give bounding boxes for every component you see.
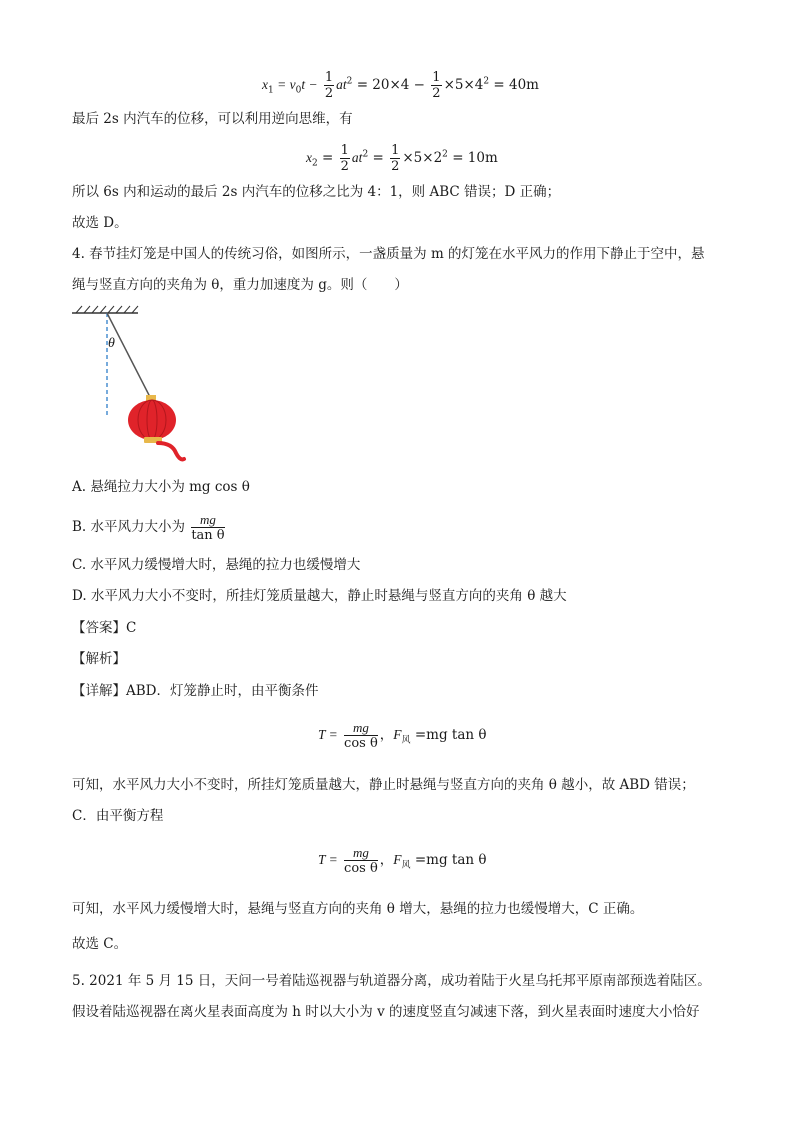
detail-text: ABD．灯笼静止时，由平衡条件 <box>126 683 319 699</box>
eq-part: = <box>317 150 334 166</box>
frac-num: mg <box>344 720 378 736</box>
formula-lhs: T = <box>318 727 338 742</box>
eq-part: = v <box>273 77 296 92</box>
eq-part: t − <box>301 77 318 92</box>
option-d: D. 水平风力大小不变时，所挂灯笼质量越大，静止时悬绳与竖直方向的夹角 θ 越大 <box>72 588 567 604</box>
frac-den: 2 <box>432 86 441 101</box>
frac-num: 1 <box>391 143 400 158</box>
answer-line <box>72 619 136 637</box>
text-line-3: 故选 D。 <box>72 215 128 231</box>
answer-value: C <box>126 620 137 636</box>
question-4-line-2: 绳与竖直方向的夹角为 θ，重力加速度为 g。则（ ） <box>72 277 408 293</box>
conclusion-1: 可知，水平风力大小不变时，所挂灯笼质量越大，静止时悬绳与竖直方向的夹角 θ 越小，故 ABD 错误； <box>72 777 695 793</box>
eq-part: = <box>368 150 384 166</box>
option-b-prefix: B. 水平风力大小为 <box>72 519 186 535</box>
formula-f: F <box>393 852 402 867</box>
formula-f-sub: 风 <box>401 860 411 871</box>
frac-num: mg <box>191 512 224 528</box>
detail-line <box>72 682 319 700</box>
fraction <box>344 845 378 876</box>
equation-x1 <box>262 70 539 101</box>
formula-sep: ， <box>379 727 394 743</box>
formula-f: F <box>393 727 402 742</box>
frac-den: 2 <box>324 86 334 101</box>
equation-x2 <box>306 143 498 174</box>
eq-exp: 2 <box>362 149 369 160</box>
eq-sub: 1 <box>268 85 274 96</box>
option-a: A. 悬绳拉力大小为 mg cos θ <box>72 479 250 495</box>
option-b <box>72 512 227 543</box>
lantern-figure <box>72 305 202 465</box>
fraction <box>431 70 441 101</box>
eq-part: at <box>336 77 347 92</box>
option-b-fraction <box>191 512 224 543</box>
option-c: C. 水平风力缓慢增大时，悬绳的拉力也缓慢增大 <box>72 557 361 573</box>
detail-label: 【详解】 <box>72 683 126 699</box>
analysis-label: 【解析】 <box>72 651 126 667</box>
rope <box>107 313 150 397</box>
frac-den: 2 <box>391 159 400 174</box>
frac-den: cos θ <box>344 736 378 751</box>
eq-symbol: x <box>306 150 312 165</box>
eq-part: ×5×2 <box>402 150 443 166</box>
question-5-line-1: 5. 2021 年 5 月 15 日，天问一号着陆巡视器与轨道器分离，成功着陆于火星乌托邦平原南部预选着陆区。 <box>72 973 711 989</box>
frac-den: cos θ <box>344 861 378 876</box>
fraction <box>340 143 350 174</box>
formula-lhs: T = <box>318 852 338 867</box>
lantern <box>128 395 184 459</box>
text-line-2: 所以 6s 内和运动的最后 2s 内汽车的位移之比为 4：1，则 ABC 错误；D 正确； <box>72 184 561 200</box>
fraction <box>390 143 400 174</box>
fraction <box>344 720 378 751</box>
eq-part: ×5×4 <box>443 77 484 93</box>
frac-num: 1 <box>432 70 441 85</box>
formula-f-sub: 风 <box>401 735 411 746</box>
frac-den: 2 <box>340 159 349 174</box>
theta-label: θ <box>108 336 115 351</box>
choose-c: 故选 C。 <box>72 936 128 952</box>
formula-rhs: =mg tan θ <box>410 852 487 868</box>
frac-num: mg <box>344 845 378 861</box>
frac-den: tan θ <box>191 528 225 543</box>
formula-2 <box>318 845 487 876</box>
eq-symbol: x <box>262 77 268 92</box>
eq-exp: 2 <box>483 76 490 87</box>
formula-sep: ， <box>379 852 394 868</box>
fraction <box>324 70 334 101</box>
eq-part: at <box>351 150 363 165</box>
ceiling-hatch <box>72 306 138 313</box>
frac-num: 1 <box>324 70 334 85</box>
question-4-line-1: 4. 春节挂灯笼是中国人的传统习俗，如图所示，一盏质量为 m 的灯笼在水平风力的作用下静止于空中，悬 <box>72 246 705 262</box>
question-5-line-2: 假设着陆巡视器在离火星表面高度为 h 时以大小为 v 的速度竖直匀减速下落，到火星表面时速度大小恰好 <box>72 1004 700 1020</box>
formula-rhs: =mg tan θ <box>410 727 487 743</box>
frac-num: 1 <box>340 143 349 158</box>
eq-result: = 10m <box>447 150 498 166</box>
eq-result: = 40m <box>489 77 539 93</box>
eq-exp: 2 <box>346 76 353 87</box>
eq-sub: 2 <box>312 158 318 169</box>
eq-sub: 0 <box>295 85 302 96</box>
answer-label: 【答案】 <box>72 620 126 636</box>
c-intro: C．由平衡方程 <box>72 808 164 824</box>
formula-1 <box>318 720 487 751</box>
eq-part: = 20×4 − <box>352 77 425 93</box>
conclusion-2: 可知，水平风力缓慢增大时，悬绳与竖直方向的夹角 θ 增大，悬绳的拉力也缓慢增大，C 正确。 <box>72 901 644 917</box>
text-line-1: 最后 2s 内汽车的位移，可以利用逆向思维，有 <box>72 111 353 127</box>
eq-exp: 2 <box>442 149 448 160</box>
